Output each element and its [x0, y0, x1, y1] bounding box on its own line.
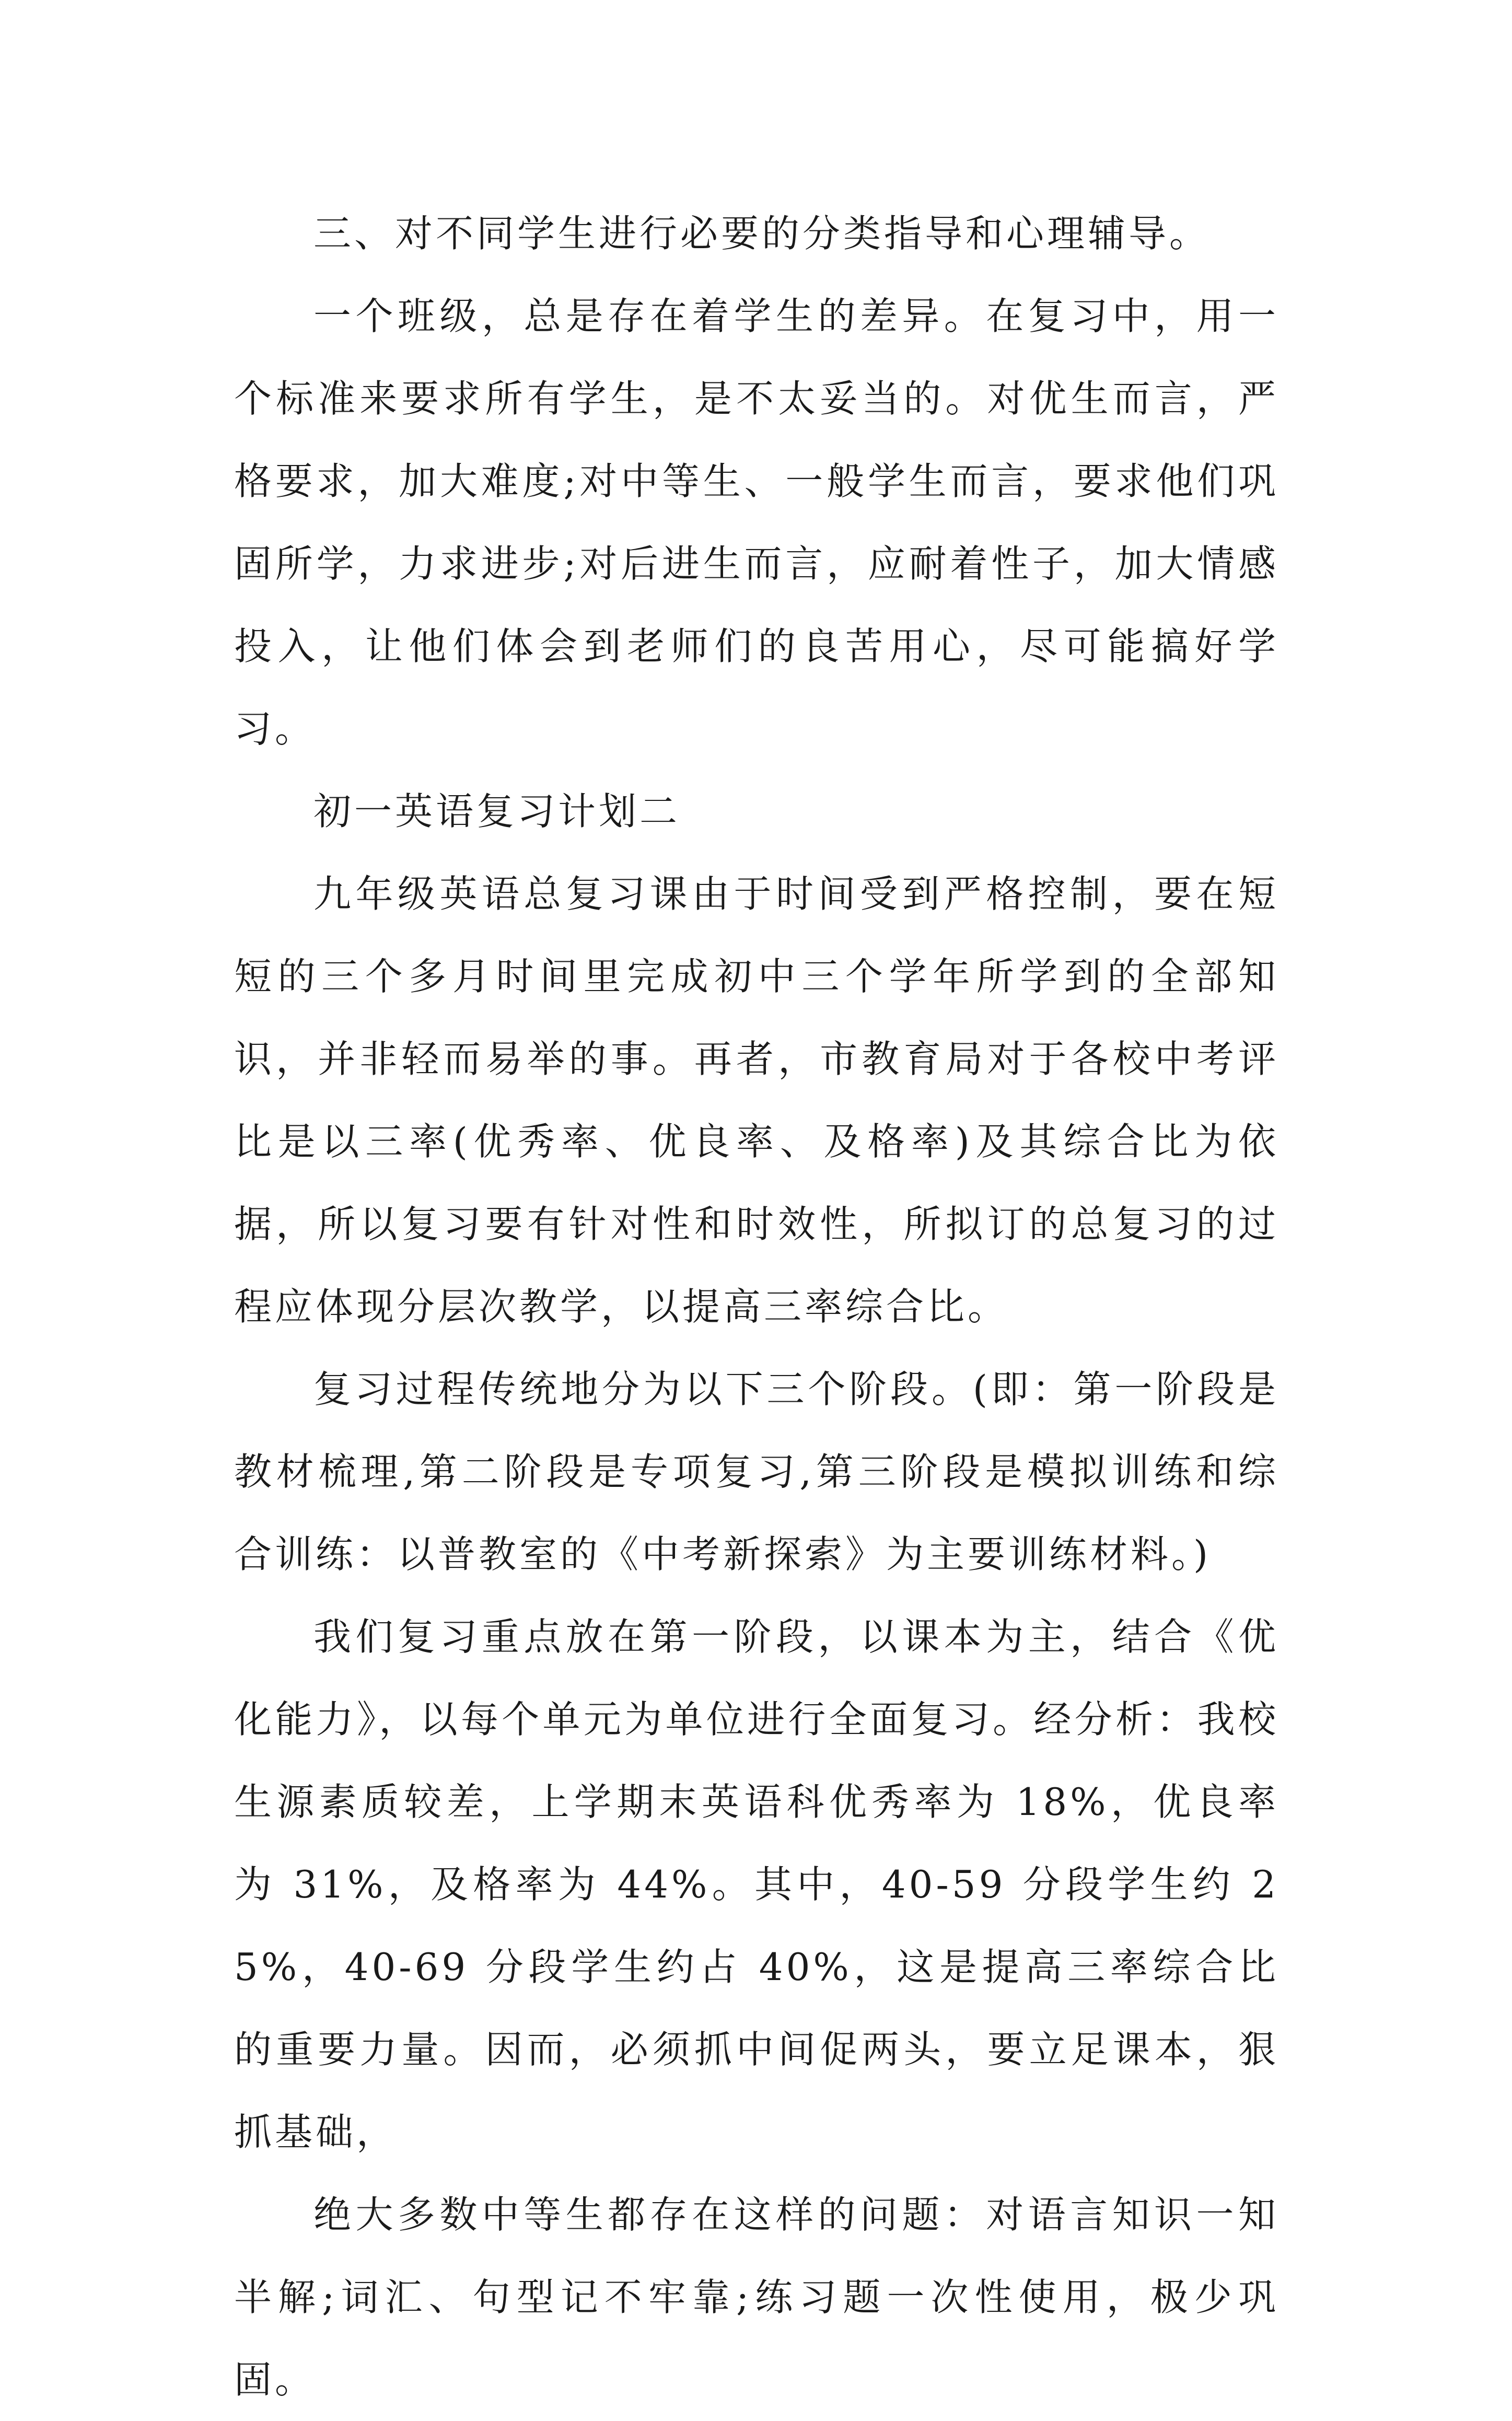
paragraph-review-stages: 复习过程传统地分为以下三个阶段。(即：第一阶段是教材梳理,第二阶段是专项复习,第三阶段是模拟训练和综合训练：以普教室的《中考新探索》为主要训练材料。)	[234, 1367, 1279, 1576]
section-heading-plan-two: 初一英语复习计划二	[313, 789, 681, 833]
paragraph-review-overview: 九年级英语总复习课由于时间受到严格控制，要在短短的三个多月时间里完成初中三个学年所学到的全部知识，并非轻而易举的事。再者，市教育局对于各校中考评比是以三率(优秀率、优良率、及格率)及其综合比为依据，所以复习要有针对性和时效性，所拟订的总复习的过程应体现分层次教学，以提高三率综合比。	[234, 872, 1279, 1329]
section-heading-guidance: 三、对不同学生进行必要的分类指导和心理辅导。	[313, 212, 1211, 255]
paragraph-student-differences: 一个班级，总是存在着学生的差异。在复习中，用一个标准来要求所有学生，是不太妥当的。对优生而言，严格要求，加大难度;对中等生、一般学生而言，要求他们巩固所学，力求进步;对后进生而言，应耐着性子，加大情感投入，让他们体会到老师们的良苦用心，尽可能搞好学习。	[234, 294, 1279, 751]
paragraph-review-focus: 我们复习重点放在第一阶段，以课本为主，结合《优化能力》，以每个单元为单位进行全面复习。经分析：我校生源素质较差，上学期末英语科优秀率为 18%，优良率为 31%，及格率为 44%。其中，40-59 分段学生约 25%，40-69 分段学生约占 40%，这是提高三率综合比的重要力量。因而，必须抓中间促两头，要立足课本，狠抓基础，	[234, 1615, 1279, 2154]
document-body	[234, 192, 1279, 2421]
paragraph-common-problems: 绝大多数中等生都存在这样的问题：对语言知识一知半解;词汇、句型记不牢靠;练习题一次性使用，极少巩固。	[234, 2193, 1279, 2402]
